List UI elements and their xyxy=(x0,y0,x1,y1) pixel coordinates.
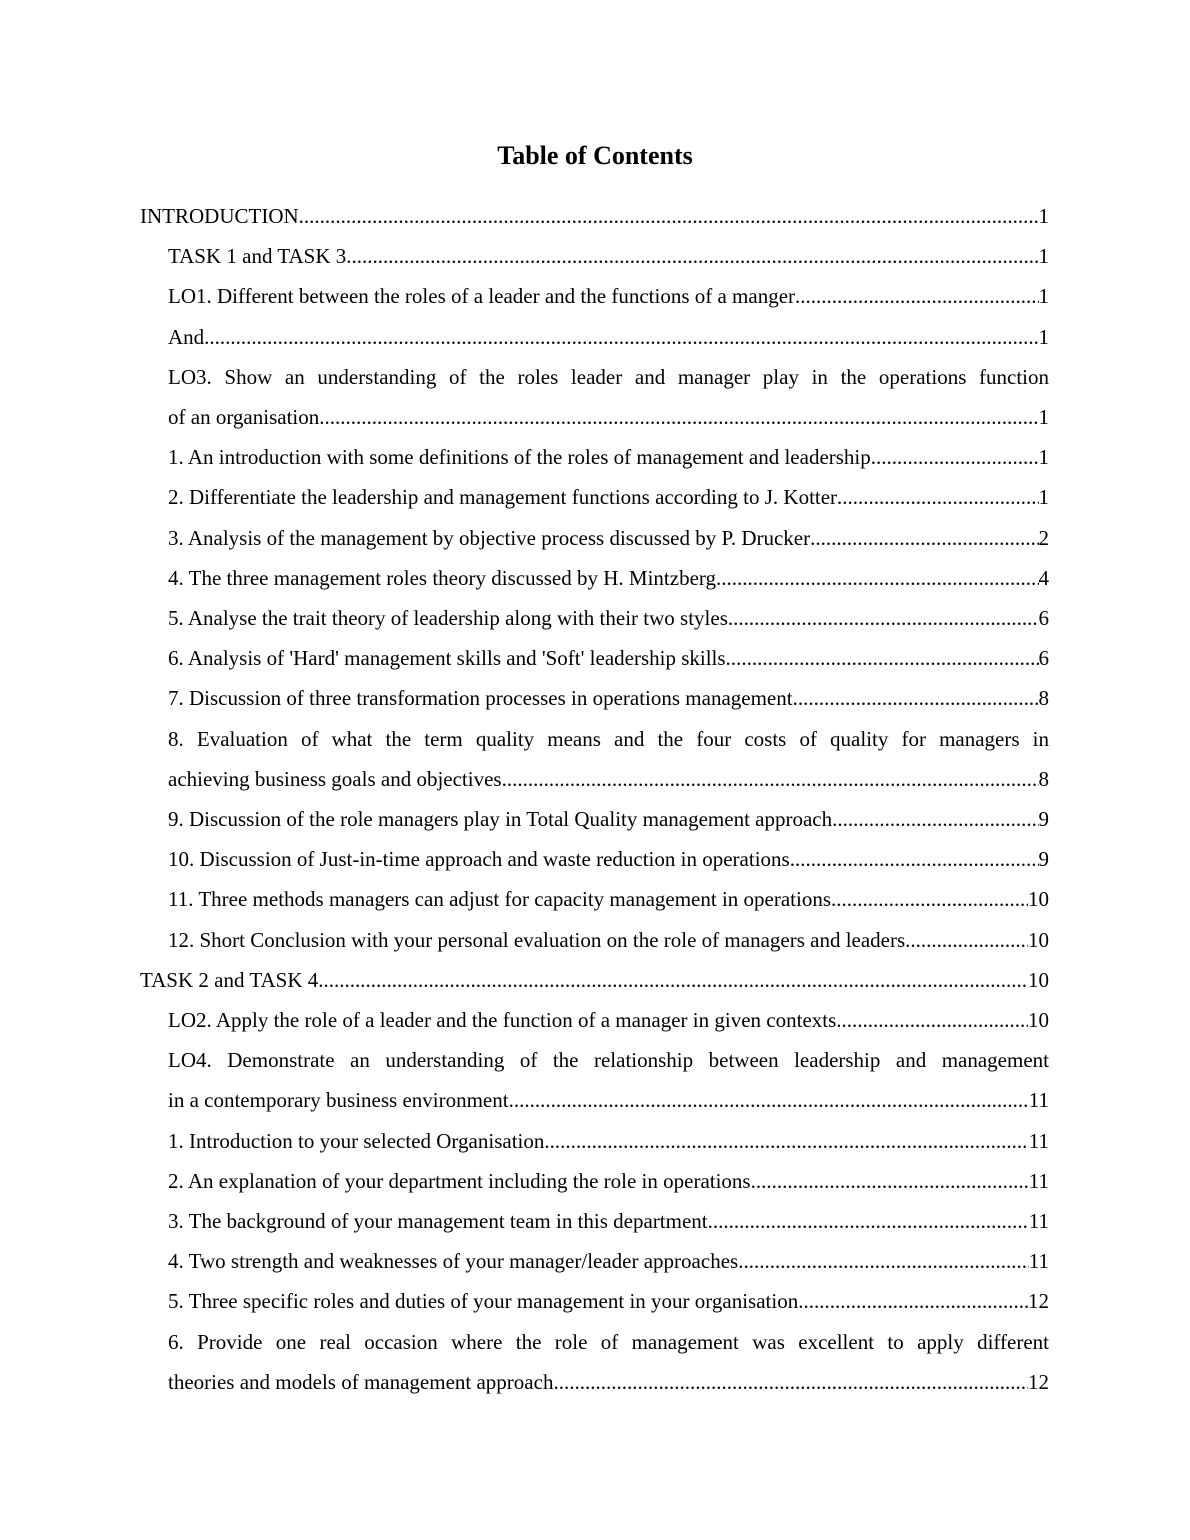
toc-entry-page-number: 1 xyxy=(1038,485,1049,510)
toc-entry-page-number: 1 xyxy=(1038,204,1049,228)
toc-entry-title-first-line: 6. Provide one real occasion where the role of management was excellent to apply different xyxy=(168,1329,1049,1354)
toc-entry-title: theories and models of management approach xyxy=(168,1369,554,1394)
toc-entry-line xyxy=(168,397,1049,437)
toc-entry-line xyxy=(168,1121,1049,1161)
dot-leader xyxy=(553,1362,1028,1402)
toc-entry[interactable] xyxy=(168,1040,1049,1120)
toc-entry[interactable] xyxy=(168,1161,1049,1201)
dot-leader xyxy=(708,1201,1029,1241)
toc-entry-line xyxy=(168,839,1049,879)
toc-entry-line xyxy=(168,1281,1049,1321)
toc-entry-title: LO2. Apply the role of a leader and the function of a manager in given contexts xyxy=(168,1008,837,1033)
toc-entry-title: 4. The three management roles theory discussed by H. Mintzberg xyxy=(168,565,716,590)
toc-entry-line xyxy=(140,960,1049,1000)
toc-entry-line xyxy=(168,1000,1049,1040)
toc-entry-title: 2. Differentiate the leadership and management functions according to J. Kotter xyxy=(168,485,838,510)
dot-leader xyxy=(795,276,1038,316)
toc-entry[interactable] xyxy=(140,960,1049,1000)
toc-entry-line xyxy=(168,477,1049,517)
toc-entry-page-number: 6 xyxy=(1038,646,1049,671)
toc-entry[interactable] xyxy=(168,1121,1049,1161)
toc-entry-title: 11. Three methods managers can adjust for capacity management in operations xyxy=(168,887,832,912)
toc-entry-line xyxy=(168,437,1049,477)
toc-entry-title: 1. Introduction to your selected Organisation xyxy=(168,1128,545,1153)
toc-entry-page-number: 1 xyxy=(1038,324,1049,349)
toc-entry-line xyxy=(168,236,1049,276)
toc-entry-page-number: 1 xyxy=(1038,284,1049,309)
toc-entry-page-number: 11 xyxy=(1028,1088,1049,1113)
toc-entry-line xyxy=(168,678,1049,718)
toc-entry-title: 1. An introduction with some definitions of the roles of management and leadership xyxy=(168,445,871,470)
toc-entry-line xyxy=(168,1080,1049,1120)
toc-entry-title: 9. Discussion of the role managers play in Total Quality management approach xyxy=(168,807,833,832)
toc-entry[interactable] xyxy=(168,357,1049,437)
toc-entry-title: achieving business goals and objectives xyxy=(168,766,502,791)
toc-entry-title: INTRODUCTION xyxy=(140,204,299,228)
table-of-contents xyxy=(140,196,1049,1402)
dot-leader xyxy=(346,236,1038,276)
toc-entry-page-number: 4 xyxy=(1038,565,1049,590)
toc-entry-line xyxy=(168,1241,1049,1281)
toc-entry-title-first-line: LO3. Show an understanding of the roles leader and manager play in the operations function xyxy=(168,364,1049,389)
toc-entry-page-number: 10 xyxy=(1028,1008,1049,1033)
toc-entry-line xyxy=(168,518,1049,558)
toc-entry-line xyxy=(168,879,1049,919)
toc-entry-page-number: 11 xyxy=(1028,1168,1049,1193)
toc-entry-title: 6. Analysis of 'Hard' management skills and 'Soft' leadership skills. xyxy=(168,646,731,671)
toc-entry-page-number: 1 xyxy=(1038,445,1049,470)
dot-leader xyxy=(319,397,1038,437)
toc-entry-title: TASK 1 and TASK 3 xyxy=(168,244,347,269)
toc-entry[interactable] xyxy=(168,799,1049,839)
toc-entry-line xyxy=(168,799,1049,839)
toc-entry[interactable] xyxy=(168,236,1049,276)
dot-leader xyxy=(318,960,1028,1000)
toc-entry[interactable] xyxy=(168,317,1049,357)
toc-title: Table of Contents xyxy=(497,141,693,170)
toc-entry-title: TASK 2 and TASK 4 xyxy=(140,967,319,992)
toc-entry-title: 12. Short Conclusion with your personal evaluation on the role of managers and leaders. xyxy=(168,927,911,952)
toc-entry-title: of an organisation xyxy=(168,405,320,430)
toc-entry-title: And xyxy=(168,324,205,349)
toc-entry-page-number: 1 xyxy=(1038,405,1049,430)
toc-entry-page-number: 8 xyxy=(1038,686,1049,711)
toc-entry-line xyxy=(168,558,1049,598)
toc-entry[interactable] xyxy=(168,1281,1049,1321)
dot-leader xyxy=(790,839,1039,879)
dot-leader xyxy=(810,518,1038,558)
toc-entry[interactable] xyxy=(168,879,1049,919)
toc-entry-page-number: 11 xyxy=(1028,1209,1049,1234)
dot-leader xyxy=(836,1000,1028,1040)
dot-leader xyxy=(509,1080,1029,1120)
dot-leader xyxy=(831,879,1028,919)
toc-entry[interactable] xyxy=(168,839,1049,879)
toc-entry-page-number: 1 xyxy=(1038,244,1049,269)
toc-entry-title: 10. Discussion of Just-in-time approach and waste reduction in operations xyxy=(168,847,790,872)
toc-entry-page-number: 10 xyxy=(1028,927,1049,952)
dot-leader xyxy=(738,1241,1029,1281)
toc-entry-page-number: 11 xyxy=(1028,1249,1049,1274)
toc-entry[interactable] xyxy=(168,920,1049,960)
toc-entry-page-number: 2 xyxy=(1038,525,1049,550)
toc-entry-page-number: 10 xyxy=(1028,887,1049,912)
toc-entry-line xyxy=(168,317,1049,357)
toc-entry-page-number: 9 xyxy=(1038,847,1049,872)
toc-entry-title-first-line: LO4. Demonstrate an understanding of the relationship between leadership and management xyxy=(168,1048,1049,1073)
toc-entry-page-number: 12 xyxy=(1028,1289,1049,1314)
toc-entry-line xyxy=(168,759,1049,799)
dot-leader xyxy=(502,759,1039,799)
toc-entry-page-number: 8 xyxy=(1038,766,1049,791)
toc-entry[interactable] xyxy=(168,558,1049,598)
toc-entry[interactable] xyxy=(168,518,1049,558)
toc-entry-page-number: 12 xyxy=(1028,1369,1049,1394)
toc-entry-title: 4. Two strength and weaknesses of your manager/leader approaches xyxy=(168,1249,739,1274)
toc-entry-title: 3. Analysis of the management by objective process discussed by P. Drucker xyxy=(168,525,811,550)
dot-leader xyxy=(728,598,1039,638)
toc-entry-line xyxy=(168,920,1049,960)
toc-entry-page-number: 10 xyxy=(1028,967,1049,992)
toc-entry-title: LO1. Different between the roles of a leader and the functions of a manger xyxy=(168,284,796,309)
dot-leader xyxy=(793,678,1039,718)
toc-entry[interactable] xyxy=(168,719,1049,799)
toc-entry-line xyxy=(168,276,1049,316)
toc-entry-page-number: 11 xyxy=(1028,1128,1049,1153)
toc-entry[interactable] xyxy=(168,598,1049,638)
toc-entry-title: 7. Discussion of three transformation processes in operations management xyxy=(168,686,793,711)
toc-entry-page-number: 9 xyxy=(1038,807,1049,832)
toc-entry[interactable] xyxy=(168,477,1049,517)
dot-leader xyxy=(798,1281,1028,1321)
dot-leader xyxy=(910,920,1028,960)
toc-entry-line xyxy=(168,638,1049,678)
toc-entry-title: 5. Analyse the trait theory of leadership along with their two styles xyxy=(168,606,728,631)
toc-entry-line xyxy=(168,1201,1049,1241)
toc-entry-line xyxy=(168,1362,1049,1402)
toc-entry[interactable] xyxy=(168,1000,1049,1040)
dot-leader xyxy=(751,1161,1029,1201)
toc-entry[interactable] xyxy=(168,276,1049,316)
toc-entry[interactable] xyxy=(168,437,1049,477)
dot-leader xyxy=(871,437,1039,477)
toc-entry-title: 2. An explanation of your department including the role in operations xyxy=(168,1168,751,1193)
dot-leader xyxy=(299,196,1039,236)
toc-entry-page-number: 6 xyxy=(1038,606,1049,631)
toc-entry[interactable] xyxy=(168,638,1049,678)
dot-leader xyxy=(544,1121,1028,1161)
toc-entry[interactable] xyxy=(168,1322,1049,1402)
toc-entry-line xyxy=(140,196,1049,236)
toc-entry[interactable] xyxy=(140,196,1049,236)
toc-entry-title-first-line: 8. Evaluation of what the term quality means and the four costs of quality for managers in xyxy=(168,726,1049,751)
dot-leader xyxy=(837,477,1038,517)
toc-entry-title: 5. Three specific roles and duties of your management in your organisation xyxy=(168,1289,799,1314)
dot-leader xyxy=(731,638,1039,678)
toc-entry-title: in a contemporary business environment xyxy=(168,1088,509,1113)
toc-entry-title: 3. The background of your management team in this department xyxy=(168,1209,708,1234)
dot-leader xyxy=(716,558,1039,598)
toc-entry-line xyxy=(168,1161,1049,1201)
dot-leader xyxy=(832,799,1038,839)
toc-entry-line xyxy=(168,598,1049,638)
toc-entry[interactable] xyxy=(168,1241,1049,1281)
toc-entry[interactable] xyxy=(168,1201,1049,1241)
dot-leader xyxy=(204,317,1038,357)
toc-entry[interactable] xyxy=(168,678,1049,718)
